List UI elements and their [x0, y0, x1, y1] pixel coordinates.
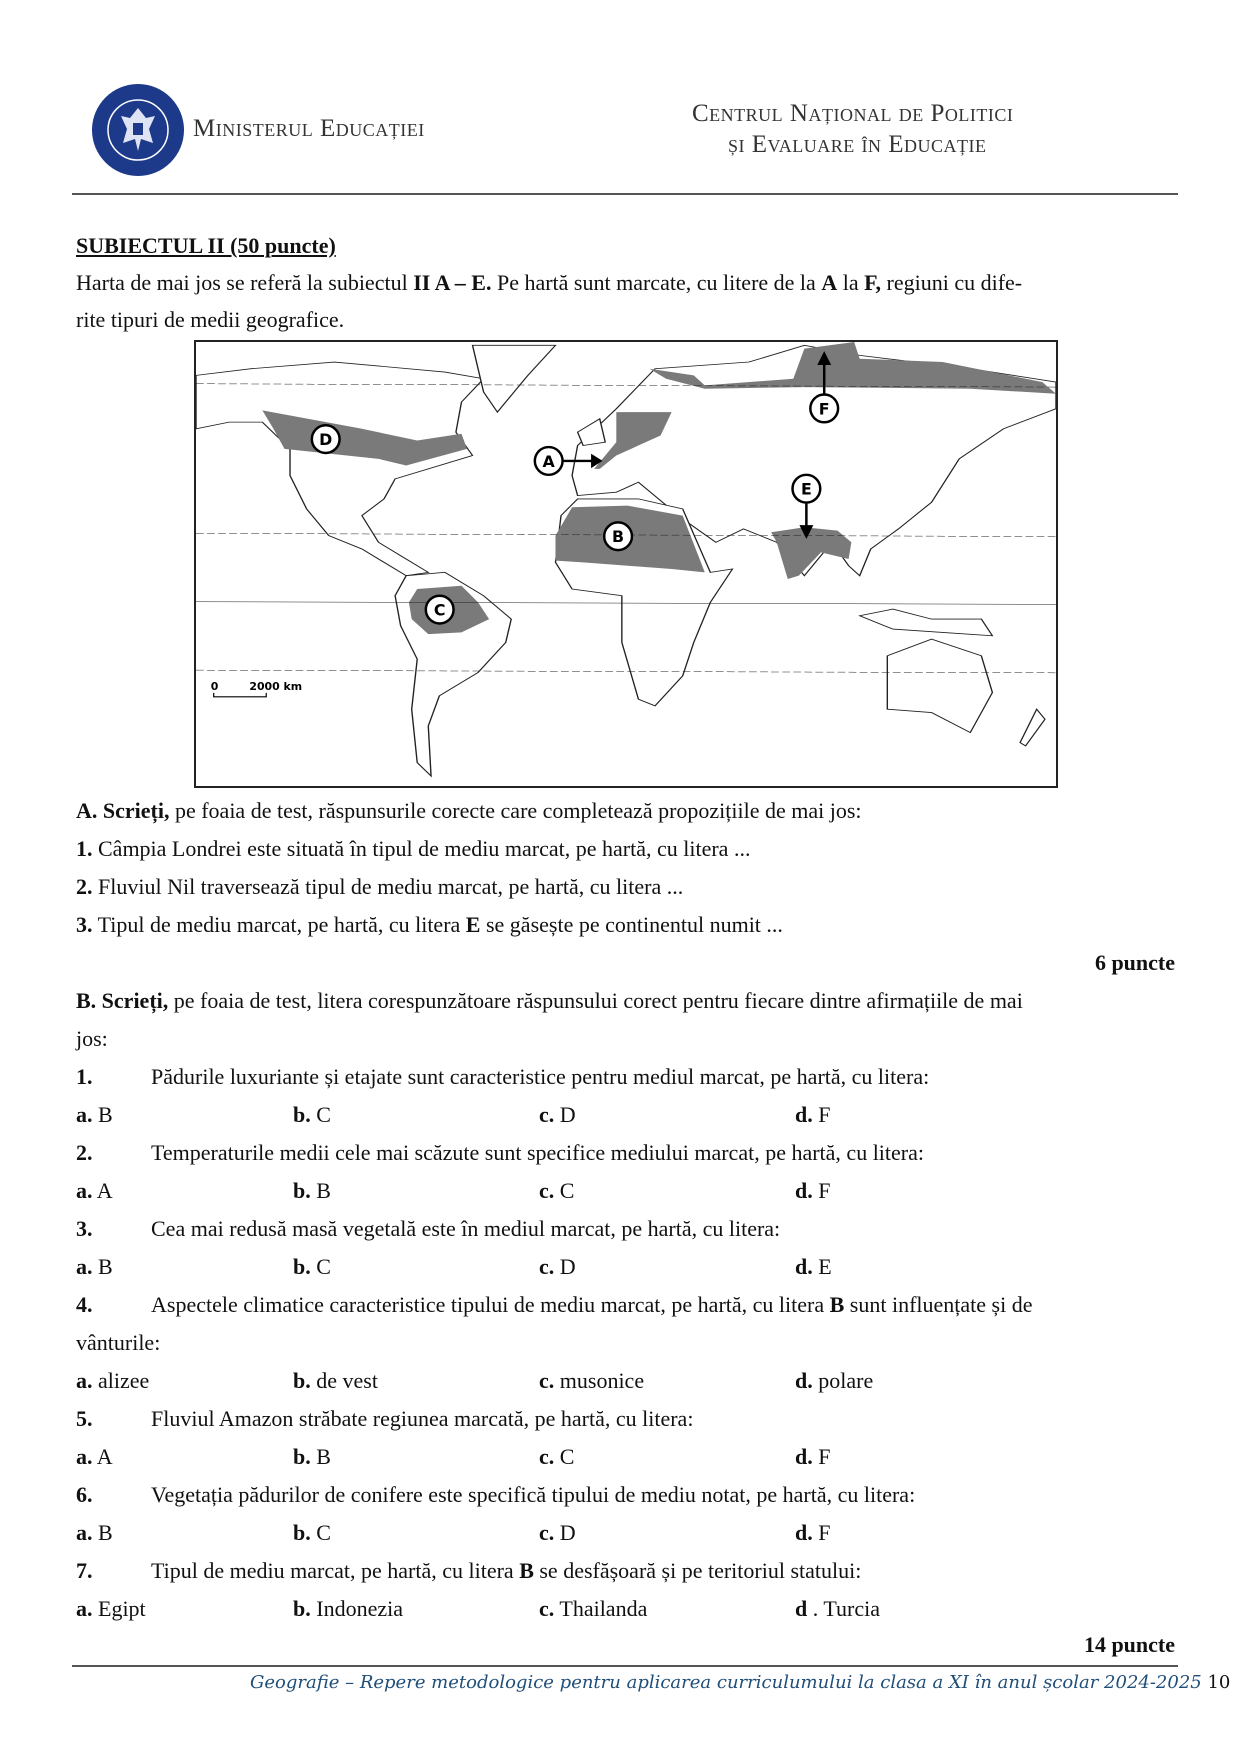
answer-option: [293, 1102, 331, 1128]
question-number: 2.: [76, 1140, 93, 1165]
answer-option: [76, 1368, 149, 1394]
part-a-instruction: [76, 798, 862, 824]
map-label-e: E: [800, 479, 812, 499]
question-number: 6.: [76, 1482, 93, 1507]
question-number: 3.: [76, 1216, 93, 1241]
question-1: [76, 1064, 930, 1090]
option-text: D: [559, 1520, 576, 1545]
option-text: alizee: [98, 1368, 150, 1393]
part-b-text: pe foaia de test, litera corespunzătoare răspunsului corect pentru fiecare dintre afirmațiile de mai: [168, 988, 1023, 1013]
ministry-name: Ministerul Educației: [193, 115, 425, 142]
answer-option: [76, 1178, 113, 1204]
part-b-instruction: [76, 988, 1023, 1014]
option-letter: d.: [795, 1254, 813, 1279]
map-labels: [196, 342, 1056, 786]
part-b-instruction-cont: jos:: [76, 1026, 108, 1051]
option-letter: a.: [76, 1102, 93, 1127]
option-text: B: [316, 1444, 331, 1469]
footer-divider: [72, 1665, 1178, 1667]
question-bold: B: [519, 1558, 534, 1583]
option-letter: d.: [795, 1178, 813, 1203]
answer-option: [293, 1520, 331, 1546]
option-letter: a.: [76, 1520, 93, 1545]
answer-option: [76, 1596, 146, 1622]
option-letter: b.: [293, 1444, 311, 1469]
part-a-text: pe foaia de test, răspunsurile corecte care completează propozițiile de mai jos:: [169, 798, 862, 823]
question-text-cont: vânturile:: [76, 1330, 161, 1355]
option-letter: c.: [539, 1102, 555, 1127]
question-text-part: Aspectele climatice caracteristice tipului de mediu marcat, pe hartă, cu litera: [151, 1292, 830, 1317]
question-text: [151, 1064, 929, 1090]
answer-option: [293, 1368, 378, 1394]
option-text: Indonezia: [316, 1596, 403, 1621]
question-text: [151, 1292, 1032, 1318]
center-name-line2: și Evaluare în Educație: [728, 131, 987, 158]
answer-option: [539, 1254, 576, 1280]
intro-text: la: [837, 270, 865, 295]
part-a-points: 6 puncte: [1094, 950, 1175, 975]
option-letter: c.: [539, 1520, 555, 1545]
item-number: 3.: [76, 912, 93, 937]
option-text: F: [818, 1520, 831, 1545]
answer-option: [293, 1254, 331, 1280]
answer-option: [539, 1444, 574, 1470]
option-text: A: [96, 1444, 113, 1469]
question-number: 7.: [76, 1558, 93, 1583]
part-a-item-2: [76, 874, 683, 900]
scale-label: 2000 km: [249, 679, 303, 693]
option-letter: c.: [539, 1254, 555, 1279]
option-text: B: [98, 1102, 113, 1127]
question-bold: B: [829, 1292, 845, 1317]
option-letter: b.: [293, 1254, 311, 1279]
option-letter: a.: [76, 1596, 93, 1621]
intro-text: Pe hartă sunt marcate, cu litere de la: [491, 270, 822, 295]
option-text: C: [559, 1178, 575, 1203]
option-text: F: [818, 1178, 831, 1203]
intro-bold: A: [821, 270, 838, 295]
question-text-part: Tipul de mediu marcat, pe hartă, cu litera: [151, 1558, 520, 1583]
question-text: [151, 1216, 780, 1242]
option-text: Egipt: [98, 1596, 146, 1621]
option-text: B: [98, 1254, 113, 1279]
answer-option: [795, 1102, 831, 1128]
option-text: polare: [818, 1368, 874, 1393]
question-text: [151, 1482, 915, 1508]
option-letter: d: [795, 1596, 808, 1621]
answer-option: [795, 1178, 831, 1204]
answer-option: [76, 1102, 113, 1128]
option-letter: b.: [293, 1520, 311, 1545]
option-text: D: [559, 1254, 576, 1279]
subject-intro-line2: rite tipuri de medii geografice.: [76, 307, 345, 332]
item-number: 2.: [76, 874, 93, 899]
option-text: D: [559, 1102, 576, 1127]
answer-option: [795, 1520, 831, 1546]
question-text-part: se desfășoară și pe teritoriul statului:: [533, 1558, 862, 1583]
header-divider: [72, 193, 1178, 195]
option-letter: c.: [539, 1444, 555, 1469]
scale-zero: 0: [210, 679, 219, 693]
option-letter: a.: [76, 1178, 93, 1203]
map-label-d: D: [319, 430, 333, 450]
option-letter: b.: [293, 1368, 311, 1393]
option-text: F: [818, 1102, 831, 1127]
item-text: Tipul de mediu marcat, pe hartă, cu litera: [97, 912, 466, 937]
question-3: [76, 1216, 781, 1242]
question-text: [151, 1558, 861, 1584]
option-text: de vest: [316, 1368, 378, 1393]
footer: [250, 1672, 1230, 1693]
answer-option: [539, 1368, 644, 1394]
option-letter: d.: [795, 1520, 813, 1545]
item-text: Fluviul Nil traversează tipul de mediu marcat, pe hartă, cu litera ...: [98, 874, 684, 899]
question-7: [76, 1558, 862, 1584]
part-b-points: 14 puncte: [1083, 1632, 1175, 1657]
option-text: B: [316, 1178, 331, 1203]
option-text: F: [818, 1444, 831, 1469]
option-letter: d.: [795, 1444, 813, 1469]
part-a-item-1: [76, 836, 750, 862]
page-number: 10: [1207, 1672, 1231, 1693]
intro-text: Harta de mai jos se referă la subiectul: [76, 270, 414, 295]
answer-option: [76, 1254, 113, 1280]
map-label-a: A: [542, 451, 555, 471]
answer-option: [293, 1444, 331, 1470]
option-letter: b.: [293, 1178, 311, 1203]
map-label-f: F: [818, 399, 830, 419]
government-seal-logo: [91, 83, 185, 177]
option-letter: c.: [539, 1368, 555, 1393]
answer-option: [539, 1596, 647, 1622]
option-text: A: [96, 1178, 113, 1203]
map-label-c: C: [433, 600, 446, 620]
question-text: [151, 1140, 924, 1166]
part-b-lead: B. Scrieți,: [76, 988, 169, 1013]
question-text-part: Pădurile luxuriante și etajate sunt caracteristice pentru mediul marcat, pe hartă, cu litera:: [151, 1064, 930, 1089]
center-name-line1: Centrul Național de Politici: [692, 100, 1014, 127]
option-letter: d.: [795, 1368, 813, 1393]
question-text-part: Temperaturile medii cele mai scăzute sunt specifice mediului marcat, pe hartă, cu litera:: [151, 1140, 924, 1165]
intro-bold: F,: [864, 270, 882, 295]
option-text: C: [316, 1254, 331, 1279]
intro-text: regiuni cu dife-: [881, 270, 1023, 295]
option-letter: c.: [539, 1178, 555, 1203]
scale-bar: [211, 680, 302, 697]
item-number: 1.: [76, 836, 93, 861]
option-letter: c.: [539, 1596, 555, 1621]
option-text: E: [818, 1254, 832, 1279]
part-a-lead: A. Scrieți,: [76, 798, 170, 823]
question-4: [76, 1292, 1033, 1318]
question-2: [76, 1140, 924, 1166]
intro-bold: II A – E.: [413, 270, 492, 295]
question-text-part: Fluviul Amazon străbate regiunea marcată, pe hartă, cu litera:: [151, 1406, 694, 1431]
answer-option: [293, 1596, 403, 1622]
answer-option: [539, 1102, 576, 1128]
question-text-part: Vegetația pădurilor de conifere este specifică tipului de mediu notat, pe hartă, cu litera:: [151, 1482, 916, 1507]
answer-option: [539, 1520, 576, 1546]
part-a-item-3: [76, 912, 783, 938]
answer-option: [293, 1178, 331, 1204]
item-text: Câmpia Londrei este situată în tipul de mediu marcat, pe hartă, cu litera ...: [98, 836, 751, 861]
question-text: [151, 1406, 693, 1432]
option-text: musonice: [559, 1368, 645, 1393]
answer-option: [795, 1254, 832, 1280]
question-6: [76, 1482, 916, 1508]
question-number: 1.: [76, 1064, 93, 1089]
option-text: C: [316, 1102, 331, 1127]
question-number: 4.: [76, 1292, 93, 1317]
option-text: . Turcia: [812, 1596, 880, 1621]
option-letter: a.: [76, 1368, 93, 1393]
item-text: se găsește pe continentul numit ...: [480, 912, 783, 937]
question-text-part: Cea mai redusă masă vegetală este în mediul marcat, pe hartă, cu litera:: [151, 1216, 781, 1241]
map-label-b: B: [612, 527, 625, 547]
option-letter: a.: [76, 1254, 93, 1279]
question-number: 5.: [76, 1406, 93, 1431]
question-text-part: sunt influențate și de: [844, 1292, 1033, 1317]
option-text: B: [98, 1520, 113, 1545]
answer-option: [76, 1444, 113, 1470]
world-map: [194, 340, 1058, 788]
option-text: C: [559, 1444, 575, 1469]
option-text: Thailanda: [559, 1596, 648, 1621]
option-letter: d.: [795, 1102, 813, 1127]
answer-option: [795, 1368, 873, 1394]
subject-title: SUBIECTUL II (50 puncte): [76, 233, 336, 258]
item-bold: E: [465, 912, 481, 937]
footer-text: Geografie – Repere metodologice pentru aplicarea curriculumului la clasa a XI în anul școlar 2024-2025: [250, 1672, 1202, 1693]
answer-option: [795, 1444, 831, 1470]
question-5: [76, 1406, 694, 1432]
option-letter: a.: [76, 1444, 93, 1469]
subject-intro-line1: [76, 270, 1022, 296]
option-letter: b.: [293, 1596, 311, 1621]
answer-option: [539, 1178, 574, 1204]
option-text: C: [316, 1520, 331, 1545]
answer-option: [795, 1596, 880, 1622]
option-letter: b.: [293, 1102, 311, 1127]
answer-option: [76, 1520, 113, 1546]
